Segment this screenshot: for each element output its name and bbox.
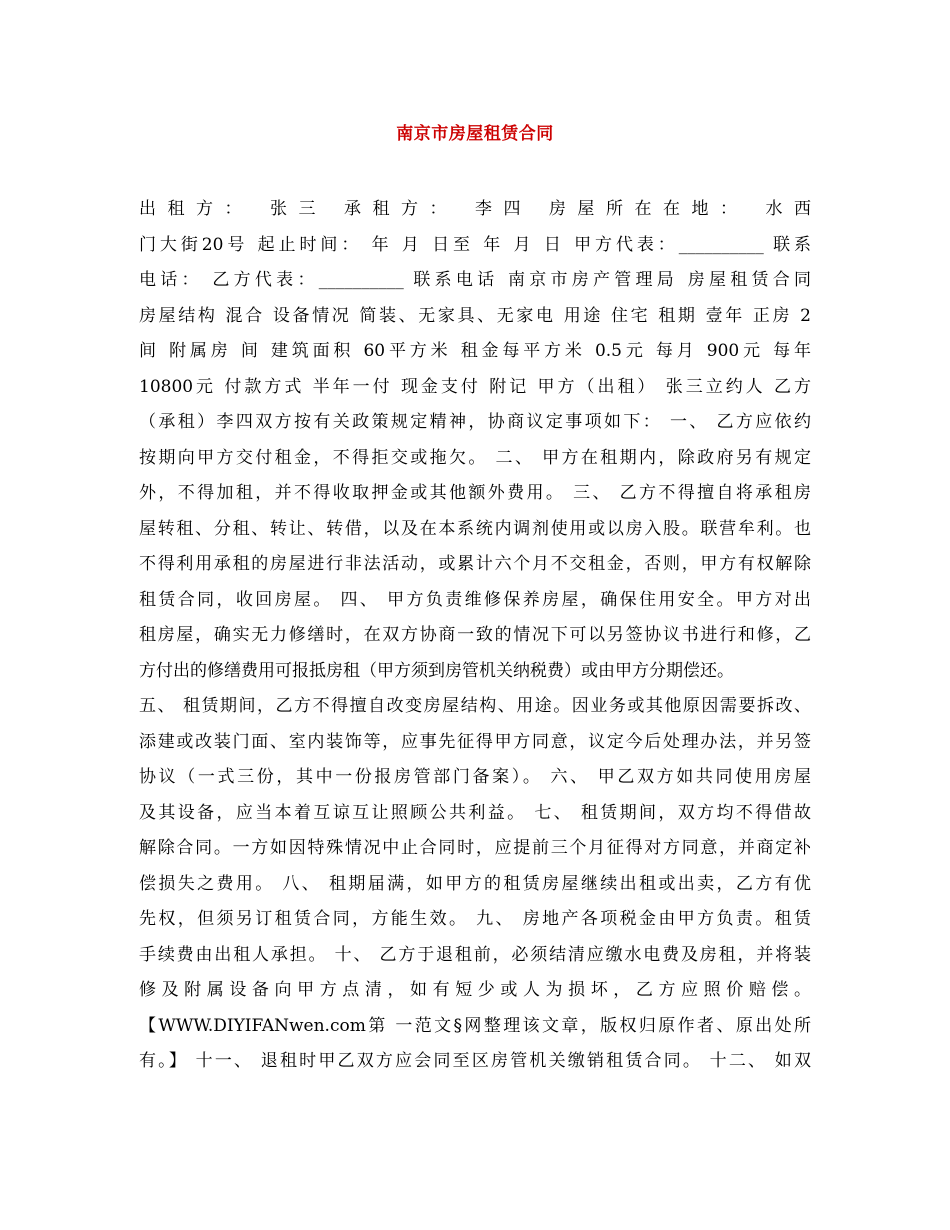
body-line: 出租方： 张三 承租方： 李四 房屋所在在地： 水西 bbox=[139, 199, 811, 219]
body-line: 间 附属房 间 建筑面积 60平方米 租金每平方米 0.5元 每月 900元 每年 bbox=[139, 341, 811, 361]
body-line: 修及附属设备向甲方点清，如有短少或人为损坏，乙方应照价赔偿。 bbox=[139, 980, 811, 1000]
body-line: 租房屋，确实无力修缮时，在双方协商一致的情况下可以另签协议书进行和修，乙 bbox=[139, 625, 811, 645]
body-line: 外，不得加租，并不得收取押金或其他额外费用。 三、 乙方不得擅自将承租房 bbox=[139, 483, 811, 503]
body-line: 【WWW.DIYIFANwen.com第 一范文§网整理该文章，版权归原作者、原出处所 bbox=[139, 1015, 811, 1036]
body-line: 偿损失之费用。 八、 租期届满，如甲方的租赁房屋继续出租或出卖，乙方有优 bbox=[139, 873, 811, 894]
body-line: 屋转租、分租、转让、转借，以及在本系统内调剂使用或以房入股。联营牟利。也 bbox=[139, 518, 811, 539]
body-line: 手续费由出租人承担。 十、 乙方于退租前，必须结清应缴水电费及房租，并将装 bbox=[139, 944, 811, 965]
body-line: 解除合同。一方如因特殊情况中止合同时，应提前三个月征得对方同意，并商定补 bbox=[139, 838, 811, 858]
body-line: 电话： 乙方代表：__________ 联系电话 南京市房产管理局 房屋租赁合同 bbox=[139, 270, 811, 290]
document-title: 南京市房屋租赁合同 bbox=[396, 124, 554, 144]
body-line: 及其设备，应当本着互谅互让照顾公共利益。 七、 租赁期间，双方均不得借故 bbox=[139, 802, 811, 823]
body-line: 方付出的修缮费用可报抵房租（甲方须到房管机关纳税费）或由甲方分期偿还。 bbox=[139, 660, 734, 681]
body-line: 有。】 十一、 退租时甲乙双方应会同至区房管机关缴销租赁合同。 十二、 如双 bbox=[139, 1051, 811, 1071]
body-line: 五、 租赁期间，乙方不得擅自改变房屋结构、用途。因业务或其他原因需要拆改、 bbox=[139, 696, 811, 716]
body-line: 租赁合同，收回房屋。 四、 甲方负责维修保养房屋，确保住用安全。甲方对出 bbox=[139, 589, 811, 610]
body-line: （承租）李四双方按有关政策规定精神，协商议定事项如下： 一、 乙方应依约 bbox=[139, 412, 811, 432]
body-line: 门大街20号 起止时间： 年 月 日至 年 月 日 甲方代表：__________ 联系 bbox=[139, 234, 811, 255]
body-line: 按期向甲方交付租金，不得拒交或拖欠。 二、 甲方在租期内，除政府另有规定 bbox=[139, 447, 811, 468]
body-line: 10800元 付款方式 半年一付 现金支付 附记 甲方（出租） 张三立约人 乙方 bbox=[139, 376, 811, 397]
body-line: 协议（一式三份，其中一份报房管部门备案）。 六、 甲乙双方如共同使用房屋 bbox=[139, 767, 811, 787]
body-line: 不得利用承租的房屋进行非法活动，或累计六个月不交租金，否则，甲方有权解除 bbox=[139, 554, 811, 574]
contract-body bbox=[139, 192, 811, 1080]
body-line: 添建或改装门面、室内装饰等，应事先征得甲方同意，议定今后处理办法，并另签 bbox=[139, 731, 811, 752]
body-line: 房屋结构 混合 设备情况 简装、无家具、无家电 用途 住宅 租期 壹年 正房 2 bbox=[139, 305, 811, 326]
body-line: 先权，但须另订租赁合同，方能生效。 九、 房地产各项税金由甲方负责。租赁 bbox=[139, 909, 811, 929]
